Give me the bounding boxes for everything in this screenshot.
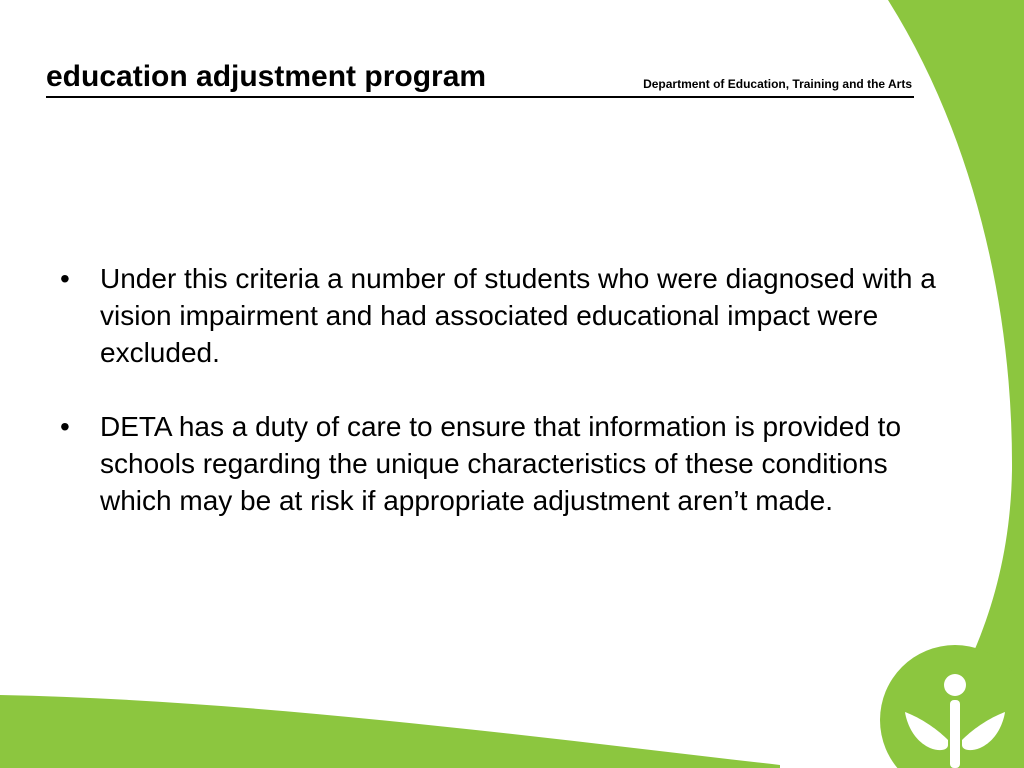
bottom-green-swoosh — [0, 695, 780, 768]
bullet-marker: • — [60, 411, 70, 442]
bullet-list — [58, 260, 958, 556]
department-name: Department of Education, Training and the Arts — [643, 77, 912, 91]
bullet-text: Under this criteria a number of students who were diagnosed with a vision impairment and had associated educational impact were excluded. — [100, 263, 936, 368]
bullet-text: DETA has a duty of care to ensure that information is provided to schools regarding the unique characteristics of these conditions which may be at risk if appropriate adjustment aren’t made. — [100, 411, 902, 516]
bullet-marker: • — [60, 263, 70, 294]
bullet-item — [58, 260, 958, 371]
slide-header — [46, 58, 914, 98]
bullet-item — [58, 408, 958, 519]
slide-title: education adjustment program — [46, 60, 487, 93]
